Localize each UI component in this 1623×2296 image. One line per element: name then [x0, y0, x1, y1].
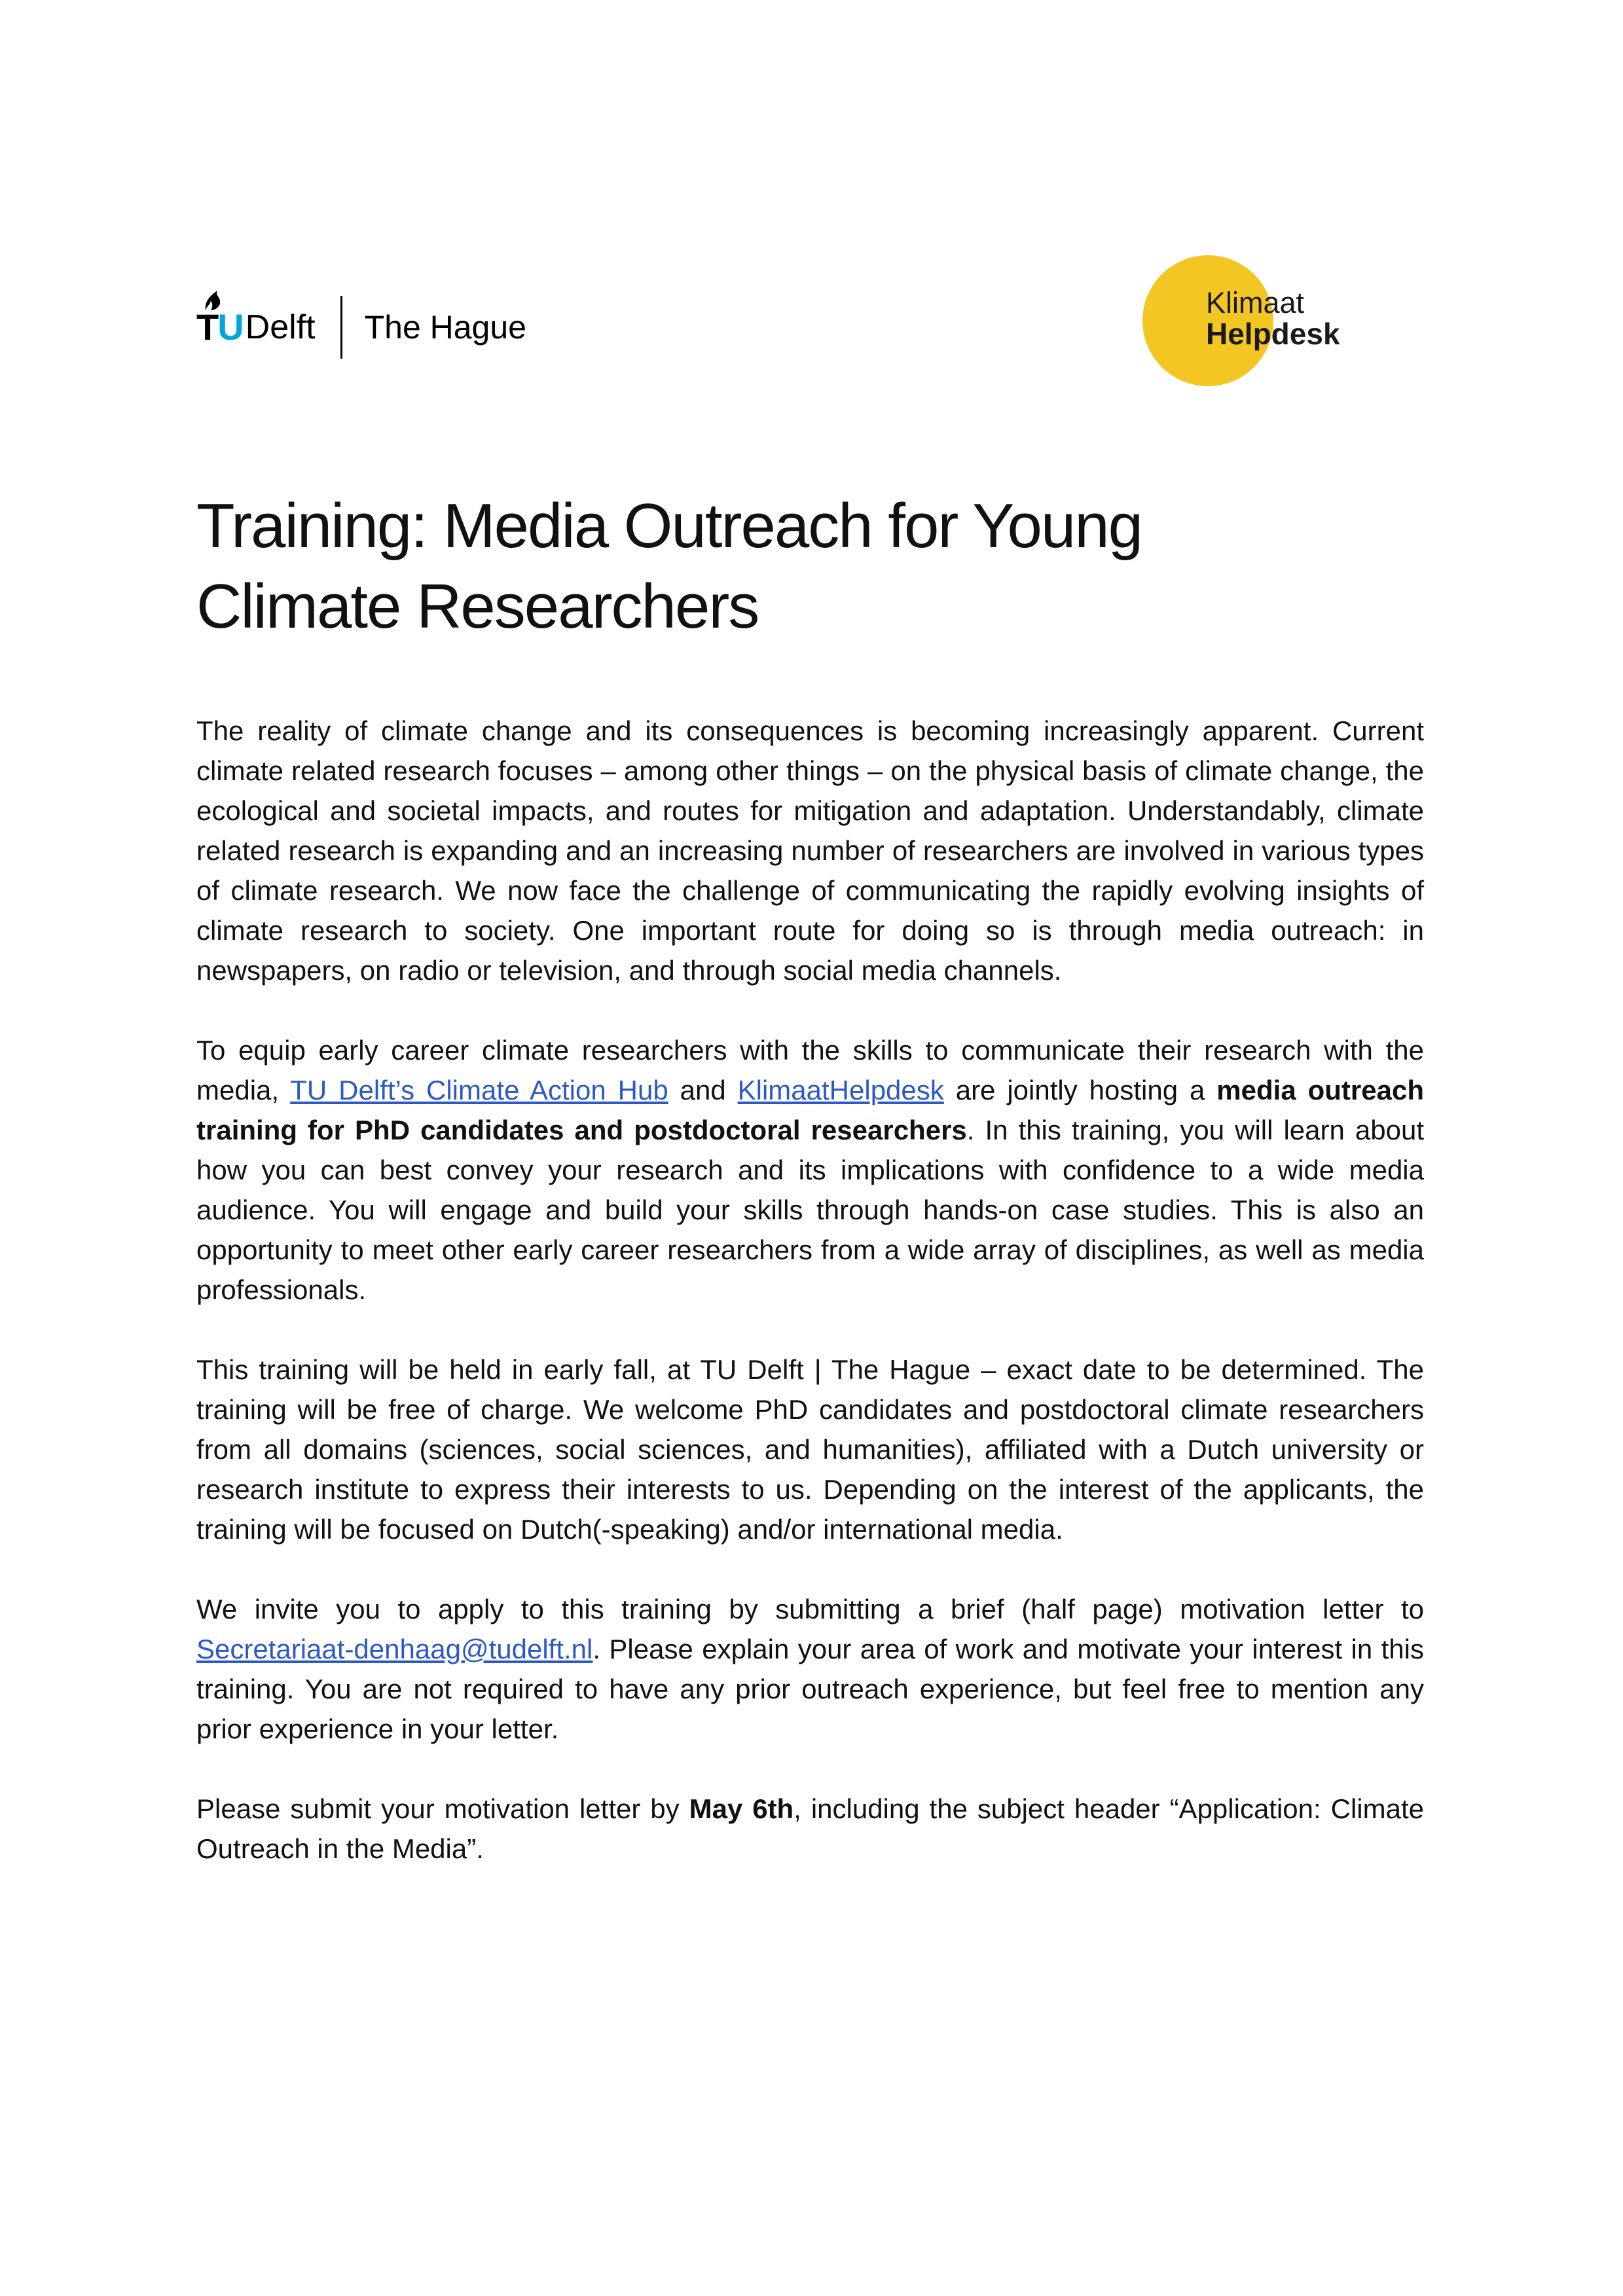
tu-logo-u: U: [217, 306, 244, 348]
p5-text-2: , including the subject header “Application: Climate Outreach in the Media”.: [196, 1793, 1424, 1864]
secretariaat-email-link[interactable]: Secretariaat-denhaag@tudelft.nl: [196, 1634, 593, 1664]
p2-bold-training-name: media outreach training for PhD candidates and postdoctoral researchers: [196, 1075, 1424, 1145]
kh-logo-klimaat: Klimaat: [1206, 286, 1305, 319]
klimaathelpdesk-link[interactable]: KlimaatHelpdesk: [737, 1075, 944, 1105]
deadline-date: May 6th: [689, 1793, 794, 1824]
page-title: [196, 486, 1440, 647]
kh-logo-helpdesk: Helpdesk: [1206, 317, 1340, 351]
climate-action-hub-link[interactable]: TU Delft’s Climate Action Hub: [290, 1075, 668, 1105]
tu-delft-wordmark: [196, 306, 316, 348]
p4-text-1: We invite you to apply to this training by submitting a brief (half page) motivation letter to: [196, 1594, 1424, 1624]
paragraph-training-description: [196, 1030, 1424, 1310]
p2-text-3: are jointly hosting a: [943, 1075, 1217, 1105]
p2-text-2: and: [668, 1075, 738, 1105]
logo-divider: [340, 296, 342, 359]
campus-name: The Hague: [364, 309, 526, 346]
p2-text-1: To equip early career climate researchers with the skills to communicate their research with the media,: [196, 1035, 1424, 1105]
p4-text-2: . Please explain your area of work and motivate your interest in this training. You are not required to have any prior outreach experience, but feel free to mention any prior experience in your letter.: [196, 1634, 1424, 1744]
title-line-1: Training: Media Outreach for Young: [196, 491, 1142, 561]
tu-delft-the-hague-logo: [196, 291, 526, 363]
tu-logo-t: T: [196, 306, 218, 348]
flame-icon: [202, 288, 225, 312]
document-body: [196, 711, 1424, 1909]
p2-text-4: . In this training, you will learn about how you can best convey your research and its implications with confidence to a wide media audience. You will engage and build your skills through hands-on case studies. This is also an opportunity to meet other early career researchers from a wide array of disciplines, as well as media professionals.: [196, 1115, 1424, 1305]
paragraph-intro: The reality of climate change and its consequences is becoming increasingly apparent. Current climate related research focuses – among other things – on the physical basis of climate change, the ecological and societal impacts, and routes for mitigation and adaptation. Understandably, climate related research is expanding and an increasing number of researchers are involved in various types of climate research. We now face the challenge of communicating the rapidly evolving insights of climate research to society. One important route for doing so is through media outreach: in newspapers, on radio or television, and through social media channels.: [196, 715, 1424, 986]
tu-logo-delft: Delft: [245, 308, 316, 346]
paragraph-application: [196, 1589, 1424, 1749]
paragraph-logistics: This training will be held in early fall, at TU Delft | The Hague – exact date to be determined. The training will be free of charge. We welcome PhD candidates and postdoctoral climate researchers from all domains (sciences, social sciences, and humanities), affiliated with a Dutch university or research institute to express their interests to us. Depending on the interest of the applicants, the training will be focused on Dutch(-speaking) and/or international media.: [196, 1354, 1424, 1545]
p5-text-1: Please submit your motivation letter by: [196, 1793, 689, 1824]
title-line-2: Climate Researchers: [196, 571, 759, 641]
klimaat-helpdesk-logo: [1142, 249, 1444, 393]
page-header: [196, 249, 1440, 419]
paragraph-deadline: [196, 1789, 1424, 1869]
